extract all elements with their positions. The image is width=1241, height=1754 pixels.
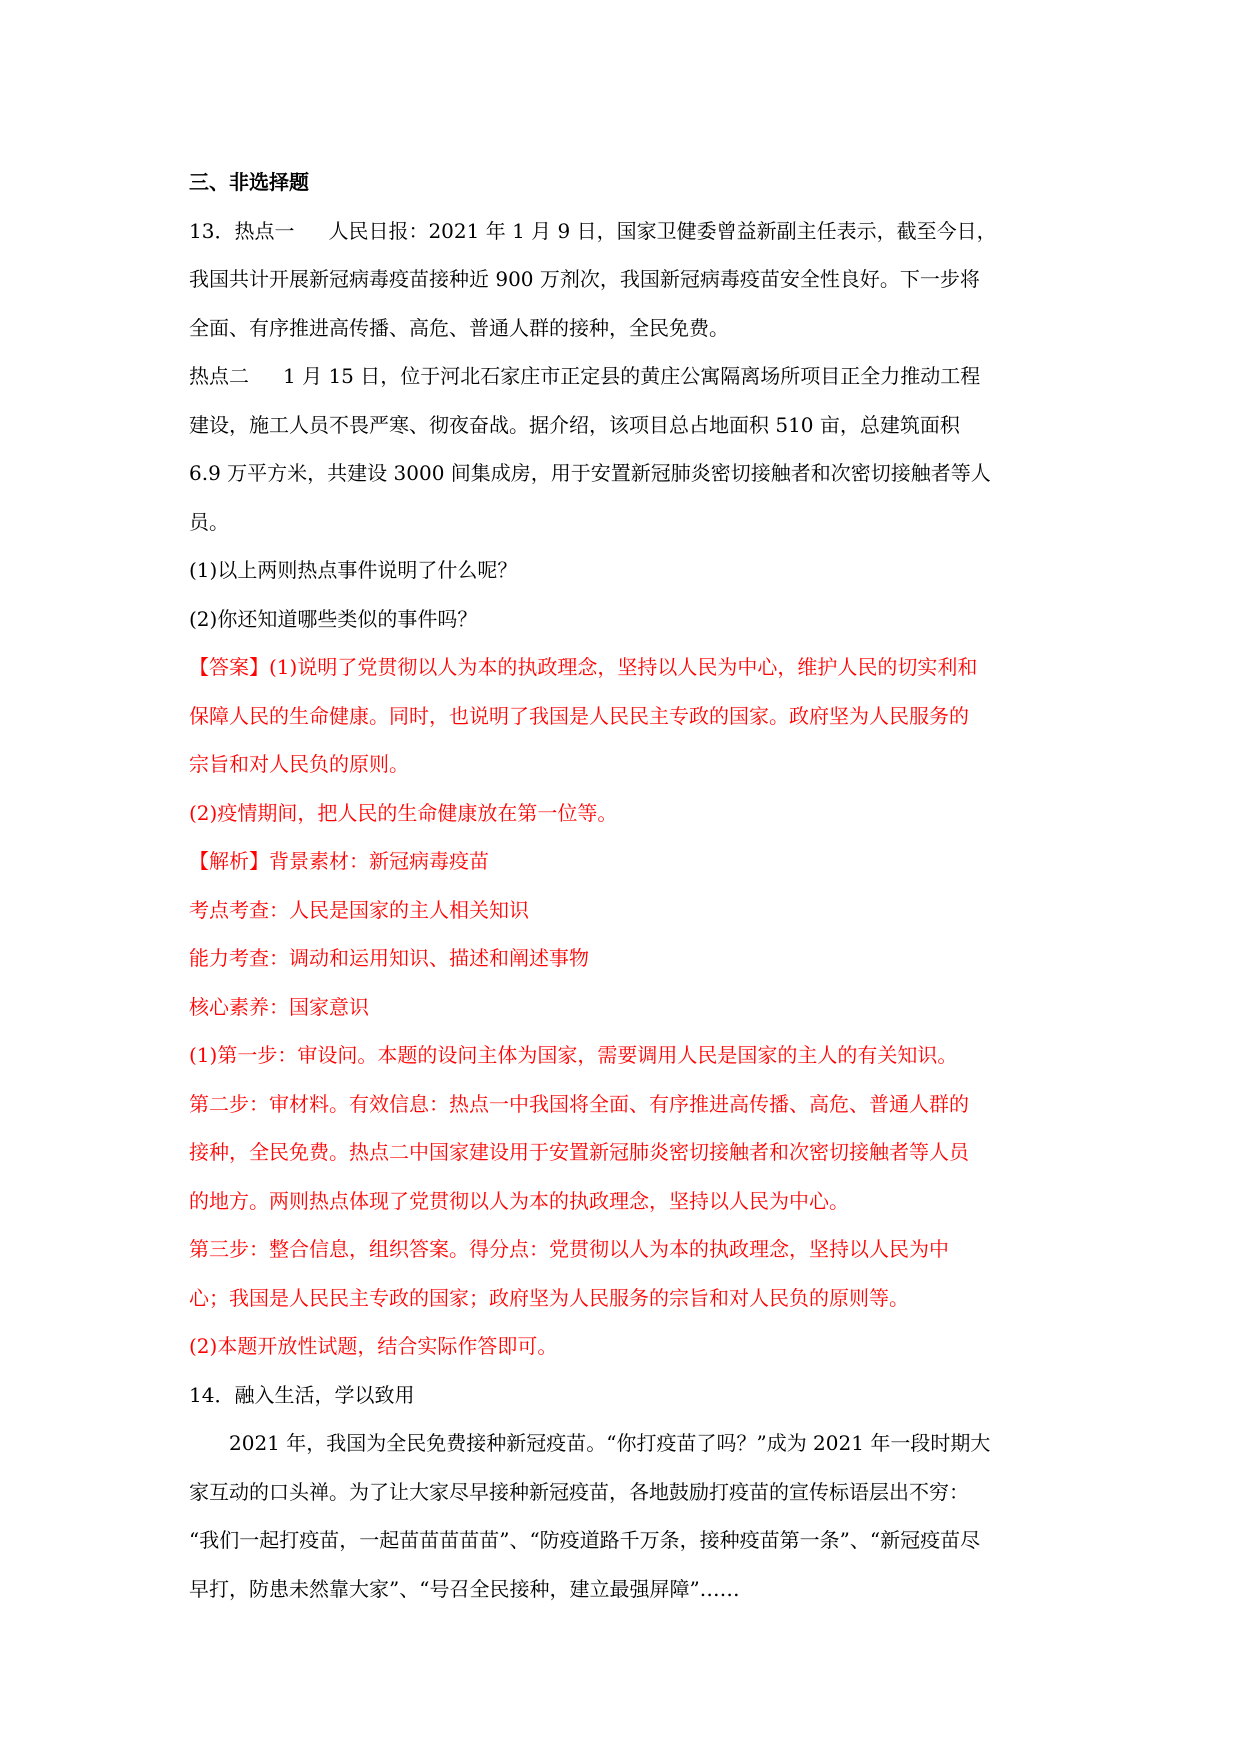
- q13-line-6: 6.9 万平方米，共建设 3000 间集成房，用于安置新冠肺炎密切接触者和次密切接触者等人: [189, 461, 991, 485]
- q13-line-7: 员。: [189, 509, 229, 534]
- q13-line-5: 建设，施工人员不畏严寒、彻夜奋战。据介绍，该项目总占地面积 510 亩，总建筑面积: [189, 412, 960, 437]
- answer-line-3: 宗旨和对人民负的原则。: [189, 752, 409, 776]
- analysis-label: 【解析】: [189, 849, 269, 873]
- q13-hotspot-1-label: 13．热点一: [189, 218, 295, 243]
- document-page: [189, 158, 1049, 1613]
- answer-line-2: 保障人民的生命健康。同时，也说明了我国是人民民主专政的国家。政府坚为人民服务的: [189, 703, 969, 728]
- analysis-line-7: 接种，全民免费。热点二中国家建设用于安置新冠肺炎密切接触者和次密切接触者等人员: [189, 1140, 969, 1164]
- analysis-line-4: 核心素养：国家意识: [189, 994, 369, 1019]
- q13-sub-question-2: (2)你还知道哪些类似的事件吗？: [189, 606, 478, 631]
- q13-line-3: 全面、有序推进高传播、高危、普通人群的接种，全民免费。: [189, 315, 729, 340]
- analysis-text-1: 背景素材：新冠病毒疫苗: [269, 849, 489, 873]
- section-heading: 三、非选择题: [189, 170, 309, 194]
- q14-title: 14．融入生活，学以致用: [189, 1382, 415, 1407]
- analysis-line-1: [189, 837, 1049, 886]
- answer-label: 【答案】: [189, 655, 269, 679]
- q13-hotspot-2-text: 1 月 15 日，位于河北石家庄市正定县的黄庄公寓隔离场所项目正全力推动工程: [283, 364, 981, 388]
- q14-line-4: 早打，防患未然靠大家”、“号召全民接种，建立最强屏障”……: [189, 1576, 740, 1601]
- answer-text-1: (1)说明了党贯彻以人为本的执政理念，坚持以人民为中心，维护人民的切实利和: [269, 655, 978, 679]
- analysis-line-6: 第二步：审材料。有效信息：热点一中我国将全面、有序推进高传播、高危、普通人群的: [189, 1091, 969, 1116]
- answer-line-4: (2)疫情期间，把人民的生命健康放在第一位等。: [189, 800, 618, 825]
- analysis-line-5: (1)第一步：审设问。本题的设问主体为国家，需要调用人民是国家的主人的有关知识。: [189, 1043, 958, 1067]
- q14-line-2: 家互动的口头禅。为了让大家尽早接种新冠疫苗，各地鼓励打疫苗的宣传标语层出不穷：: [189, 1479, 969, 1504]
- analysis-line-9: 第三步：整合信息，组织答案。得分点：党贯彻以人为本的执政理念，坚持以人民为中: [189, 1237, 949, 1261]
- analysis-line-11: (2)本题开放性试题，结合实际作答即可。: [189, 1334, 558, 1358]
- answer-line-1: [189, 643, 1049, 692]
- q13-hotspot-1-text: 人民日报：2021 年 1 月 9 日，国家卫健委曾益新副主任表示，截至今日，: [328, 218, 997, 243]
- analysis-line-2: 考点考查：人民是国家的主人相关知识: [189, 897, 529, 922]
- q13-line-2: 我国共计开展新冠病毒疫苗接种近 900 万剂次，我国新冠病毒疫苗安全性良好。下一步将: [189, 267, 980, 291]
- q13-line-1: [189, 207, 1049, 256]
- analysis-line-3: 能力考查：调动和运用知识、描述和阐述事物: [189, 946, 589, 970]
- q14-line-1: 2021 年，我国为全民免费接种新冠疫苗。“你打疫苗了吗？”成为 2021 年一段时期大: [229, 1431, 991, 1455]
- q13-line-4: [189, 352, 1049, 401]
- q13-sub-question-1: (1)以上两则热点事件说明了什么呢？: [189, 558, 518, 582]
- q13-hotspot-2-label: 热点二: [189, 364, 249, 388]
- analysis-line-8: 的地方。两则热点体现了党贯彻以人为本的执政理念，坚持以人民为中心。: [189, 1188, 849, 1213]
- q14-line-3: “我们一起打疫苗，一起苗苗苗苗苗”、“防疫道路千万条，接种疫苗第一条”、“新冠疫苗尽: [189, 1528, 981, 1552]
- analysis-line-10: 心；我国是人民民主专政的国家；政府坚为人民服务的宗旨和对人民负的原则等。: [189, 1285, 909, 1310]
